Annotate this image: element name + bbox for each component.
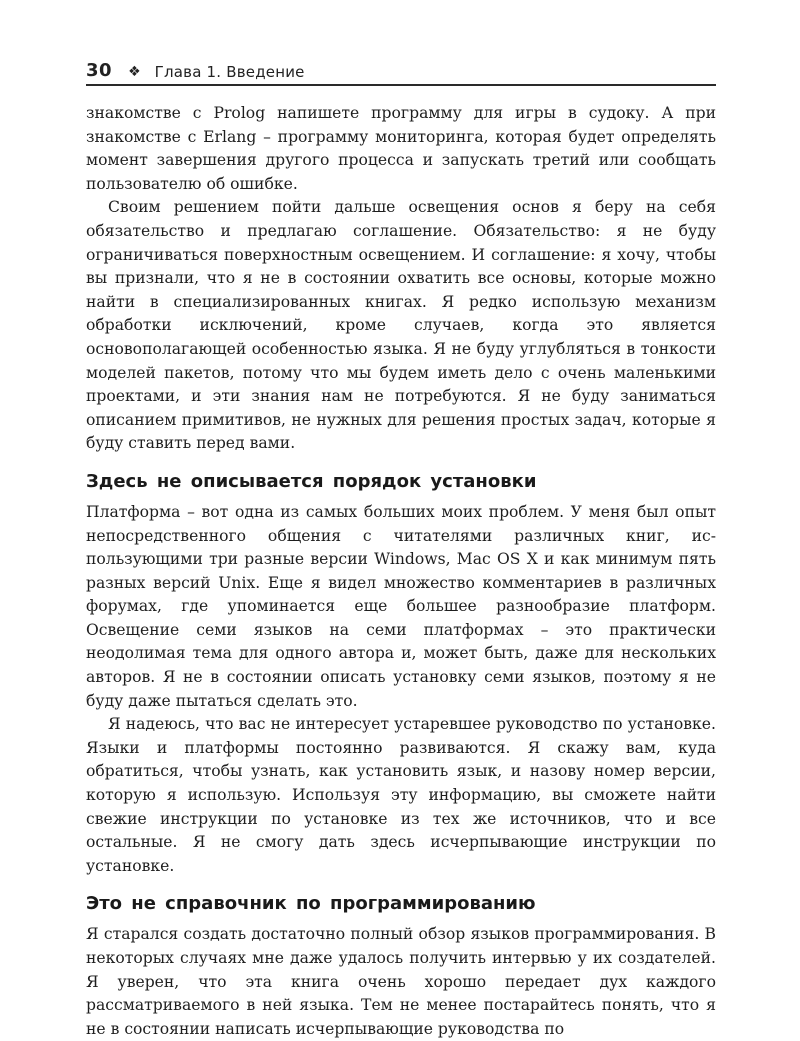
paragraph-platforms: Платформа – вот одна из самых больших моих проблем. У меня был опыт непосредственного общения с читателями различных книг, использующими три разные версии Windows, Mac OS X и как минимум пять разных версий Unix. Еще я видел множество комментариев в различных форумах, где упоминается еще большее разнообразие платформ. Освещение семи языков на семи платформах – это практически неодолимая тема для одного автора и, может быть, даже для нескольких авторов. Я не в состоянии описать установку семи языков, поэтому я не буду даже пытаться сделать это. (86, 502, 716, 710)
book-page (86, 58, 716, 1041)
diamond-icon: ❖ (128, 64, 141, 80)
paragraph-overview: Я старался создать достаточно полный обзор языков программирования. В некоторых случаях мне даже удалось получить интервью у их создателей. Я уверен, что эта книга очень хорошо передает дух каждого рассматриваемого в ней языка. Тем не менее постарайтесь понять, что я не в состоянии написать исчерпывающие руководства по (86, 925, 716, 1038)
heading-not-reference: Это не справочник по программированию (86, 893, 536, 915)
paragraph-obligation: Своим решением пойти дальше освещения основ я беру на себя обязательство и предлагаю соглашение. Обязательство: я не буду ограничиваться поверхностным освещением. И соглашение: я хочу, чтобы вы признали, что я не в состоянии охватить все основы, которые можно найти в специализированных книгах. Я редко использую механизм обработки исключений, кроме случаев, когда это является основополагающей особенностью языка. Я не буду углубляться в тонкости моделей пакетов, потому что мы будем иметь дело с очень маленькими проектами, и эти знания нам не потребуются. Я не буду заниматься описанием примитивов, не нужных для решения простых задач, которые я буду ставить перед вами. (86, 198, 716, 453)
page-body (86, 102, 716, 1041)
paragraph-installation-guide: Я надеюсь, что вас не интересует устаревшее руководство по установке. Языки и платформы постоянно развиваются. Я скажу вам, куда обратиться, чтобы узнать, как установить язык, и назову номер версии, которую я использую. Используя эту информацию, вы сможете найти свежие инструкции по установке из тех же источников, что и все остальные. Я не смогу дать здесь исчерпывающие инструкции по установке. (86, 715, 716, 875)
paragraph-intro-continuation: знакомстве с Prolog напишете программу для игры в судоку. А при знакомстве с Erlang – программу мониторинга, которая будет определять момент завершения другого процесса и запускать третий или сообщать пользователю об ошибке. (86, 104, 716, 193)
heading-no-installation: Здесь не описывается порядок установки (86, 470, 537, 492)
chapter-title: Глава 1. Введение (154, 63, 305, 81)
page-number: 30 (86, 60, 113, 81)
running-head (86, 58, 716, 86)
